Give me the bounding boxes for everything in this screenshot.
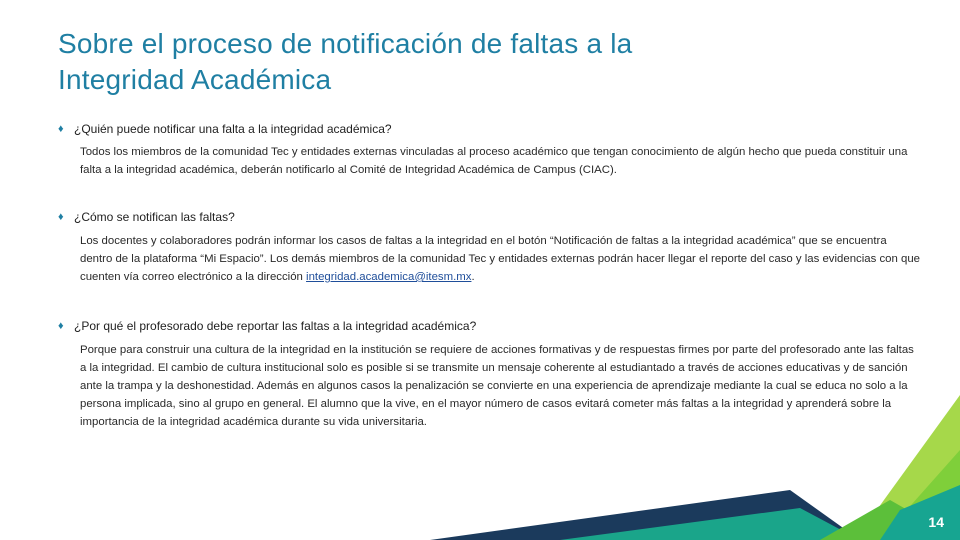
diamond-bullet-icon: ♦ [58, 320, 64, 332]
question-3-text: ¿Por qué el profesorado debe reportar las faltas a la integridad académica? [74, 319, 477, 333]
title-line-2: Integridad Académica [58, 64, 332, 95]
diamond-bullet-icon: ♦ [58, 211, 64, 223]
email-link[interactable]: integridad.academica@itesm.mx [306, 271, 472, 283]
answer-1: Todos los miembros de la comunidad Tec y entidades externas vinculadas al proceso académico que tengan conocimiento de algún hecho que pueda constituir una falta a la integridad académica, deberán notificarlo al Comité de Integridad Académica de Campus (CIAC). [80, 146, 908, 176]
question-1-text: ¿Quién puede notificar una falta a la integridad académica? [74, 122, 392, 136]
title-line-1: Sobre el proceso de notificación de faltas a la [58, 28, 633, 59]
answer-3: Porque para construir una cultura de la integridad en la institución se requiere de acciones formativas y de respuestas firmes por parte del profesorado ante las faltas a la integridad. El cambio de cultura institucional solo es posible si se transmite un mensaje coherente al estudiantado a través de acciones educativas y de sanción ante la trampa y la deshonestidad. Además en algunos casos la penalización se convierte en una experiencia de aprendizaje mediante la cual se educa no solo a la persona implicada, sino al grupo en general. El alumno que la vive, en el mayor número de casos evitará cometer más faltas a la integridad y aprenderá sobre la importancia de la integridad académica durante su vida universitaria. [80, 344, 914, 428]
page-number: 14 [928, 514, 944, 530]
diamond-bullet-icon: ♦ [58, 123, 64, 135]
answer-2-end: . [471, 271, 475, 283]
question-2-text: ¿Cómo se notifican las faltas? [74, 210, 235, 224]
answer-2-text: Los docentes y colaboradores podrán informar los casos de faltas a la integridad en el botón “Notificación de faltas a la integridad académica” que se encuentra dentro de la plataforma “Mi Espacio”. Los demás miembros de la comunidad Tec y entidades externas podrán hacer llegar el reporte del caso y las evidencias con que cuenten vía correo electrónico a la dirección [80, 235, 920, 283]
